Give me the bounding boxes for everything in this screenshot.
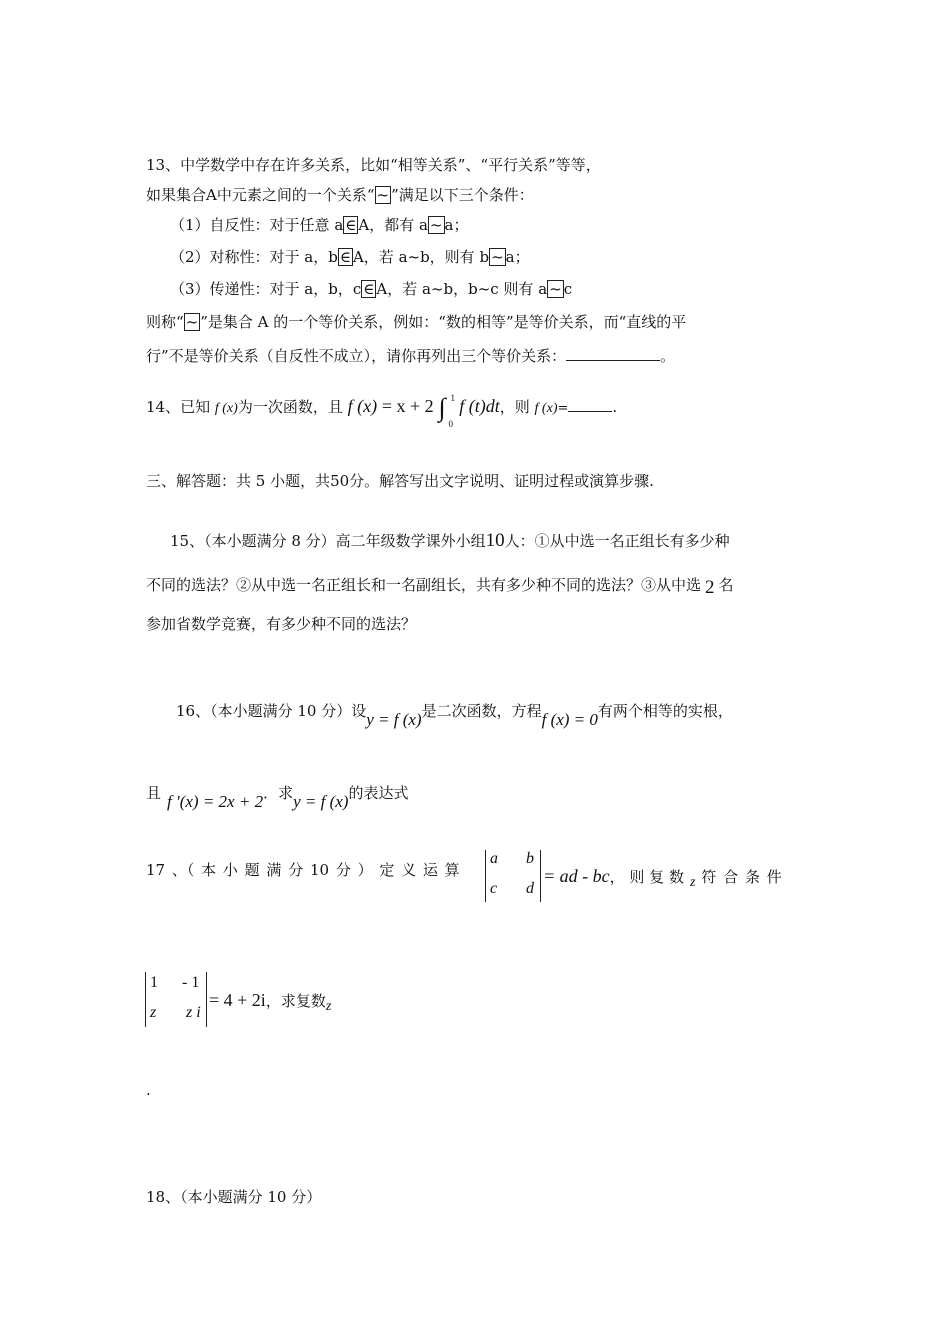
q16-tail: 有两个相等的实根， — [597, 702, 733, 720]
c1-text-a: （1）自反性：对于任意 a — [170, 216, 344, 234]
q14-end: . — [612, 398, 618, 416]
tilde-box: ~ — [429, 216, 443, 234]
c2-text-c: a； — [505, 248, 530, 266]
tilde-box: ~ — [185, 313, 199, 331]
answer-blank[interactable] — [568, 397, 612, 412]
q15-line1-a: 15、（本小题满分 8 分）高二年级数学课外小组 — [170, 532, 486, 550]
q16-l2-b: ．求 — [263, 784, 294, 802]
q14-blank-eq: = — [557, 401, 569, 416]
q17-rhs-line — [543, 866, 782, 889]
q16-prefix: 16、（本小题满分 10 分）设 — [176, 702, 367, 720]
q14-prefix: 14、已知 — [146, 398, 211, 416]
q16-yfx: y = f (x) — [366, 710, 422, 729]
q15-line1 — [170, 531, 730, 551]
q15-line2-b: 名 — [718, 576, 734, 594]
q16-line2 — [146, 783, 409, 811]
tilde-box: ~ — [491, 248, 504, 266]
q17-rhs: = ad - bc — [543, 866, 610, 886]
q14-then: ，则 — [499, 398, 530, 416]
q15-line2 — [146, 575, 734, 598]
q17-z2: z — [325, 999, 332, 1014]
q16-line1 — [176, 701, 733, 729]
q15-line2-a: 不同的选法？②从中选一名正组长和一名副组长，共有多少种不同的选法？③从中选 — [146, 576, 702, 594]
q13-line2-text-a: 如果集合A中元素之间的一个关系“ — [146, 186, 375, 204]
q16-l2-c: 的表达式 — [348, 784, 409, 802]
q17-tail: 符 合 条 件 — [701, 868, 782, 886]
det-b: b — [526, 850, 534, 867]
q14-fx: f (x) — [214, 401, 238, 416]
q16-mid: 是二次函数，方程 — [421, 702, 542, 720]
determinant-definition — [485, 850, 541, 902]
q17-z: z — [689, 875, 696, 890]
q15-line3: 参加省数学竞赛，有多少种不同的选法？ — [146, 615, 417, 633]
q17-ask: ，求复数 — [265, 992, 326, 1010]
q17-mid: ， 则 复 数 — [609, 868, 684, 886]
det-a: a — [490, 850, 498, 867]
det-12: - 1 — [182, 974, 200, 991]
q13-condition-transitive — [170, 279, 572, 299]
q13-line6 — [146, 312, 686, 332]
q17-condition-line — [209, 990, 331, 1013]
q14-integrand: f (t)dt — [459, 396, 500, 416]
tilde-box: ~ — [549, 280, 562, 298]
q13-condition-symmetric — [170, 247, 530, 267]
q16-l2-a: 且 — [146, 784, 162, 802]
c2-text-b: A，若 a~b，则有 b — [352, 248, 490, 266]
element-of-box: ∈ — [363, 280, 375, 298]
q14-fx2: f (x) — [534, 401, 558, 416]
q15-n10: 10 — [485, 530, 505, 551]
q14-eq-right: = x + 2 — [381, 396, 434, 416]
q13-line7-text: 行”不是等价关系（自反性不成立），请你再列出三个等价关系： — [146, 347, 567, 365]
answer-blank[interactable] — [566, 346, 660, 361]
c1-text-c: a； — [444, 216, 469, 234]
q13-line6-b: ”是集合 A 的一个等价关系，例如：“数的相等”是等价关系，而“直线的平 — [200, 313, 687, 331]
c3-text-b: A，若 a~b，b~c 则有 a — [376, 280, 548, 298]
q17-dot: . — [146, 1081, 151, 1099]
integral-upper: 1 — [450, 393, 455, 403]
c3-text-c: c — [563, 280, 573, 298]
q13-line6-a: 则称“ — [146, 313, 184, 331]
q13-line1: 13、中学数学中存在许多关系，比如“相等关系”、“平行关系”等等， — [146, 156, 601, 174]
q14-eq-left: f (x) — [347, 396, 378, 416]
det-c: c — [490, 880, 498, 897]
q14-line — [146, 393, 618, 429]
tilde-box: ~ — [376, 186, 390, 204]
c3-text-a: （3）传递性：对于 a，b，c — [170, 280, 362, 298]
q13-line7-end: 。 — [660, 347, 676, 365]
det-22: z i — [186, 1004, 201, 1021]
element-of-box: ∈ — [345, 216, 357, 234]
q15-line1-b: 人：①从中选一名正组长有多少种 — [504, 532, 730, 550]
q13-line2-text-b: ”满足以下三个条件： — [391, 186, 534, 204]
c2-text-a: （2）对称性：对于 a，b — [170, 248, 338, 266]
condition-determinant — [145, 972, 207, 1027]
q17-rhs2: = 4 + 2i — [209, 990, 266, 1010]
integral-lower: 0 — [448, 419, 453, 429]
section-3-heading: 三、解答题：共 5 小题，共50分。解答写出文字说明、证明过程或演算步骤. — [146, 472, 654, 490]
integral-sign: ∫ — [438, 393, 446, 422]
q16-fx0: f (x) = 0 — [541, 710, 598, 729]
q13-line2 — [146, 185, 534, 205]
det-d: d — [526, 880, 534, 897]
q16-derivative: f ′(x) = 2x + 2 — [167, 792, 264, 811]
q13-line7 — [146, 346, 675, 366]
det-21: z — [150, 1004, 157, 1021]
q14-mid: 为一次函数，且 — [237, 398, 343, 416]
q18-heading: 18、（本小题满分 10 分） — [146, 1188, 322, 1206]
element-of-box: ∈ — [339, 248, 351, 266]
det-11: 1 — [150, 974, 158, 991]
q15-n2: 2 — [705, 577, 715, 598]
q13-condition-reflexive — [170, 215, 468, 235]
c1-text-b: A，都有 a — [358, 216, 428, 234]
q16-yfx2: y = f (x) — [293, 792, 349, 811]
q17-prefix: 17 、（ 本 小 题 满 分 10 分 ） 定 义 运 算 — [146, 861, 460, 879]
